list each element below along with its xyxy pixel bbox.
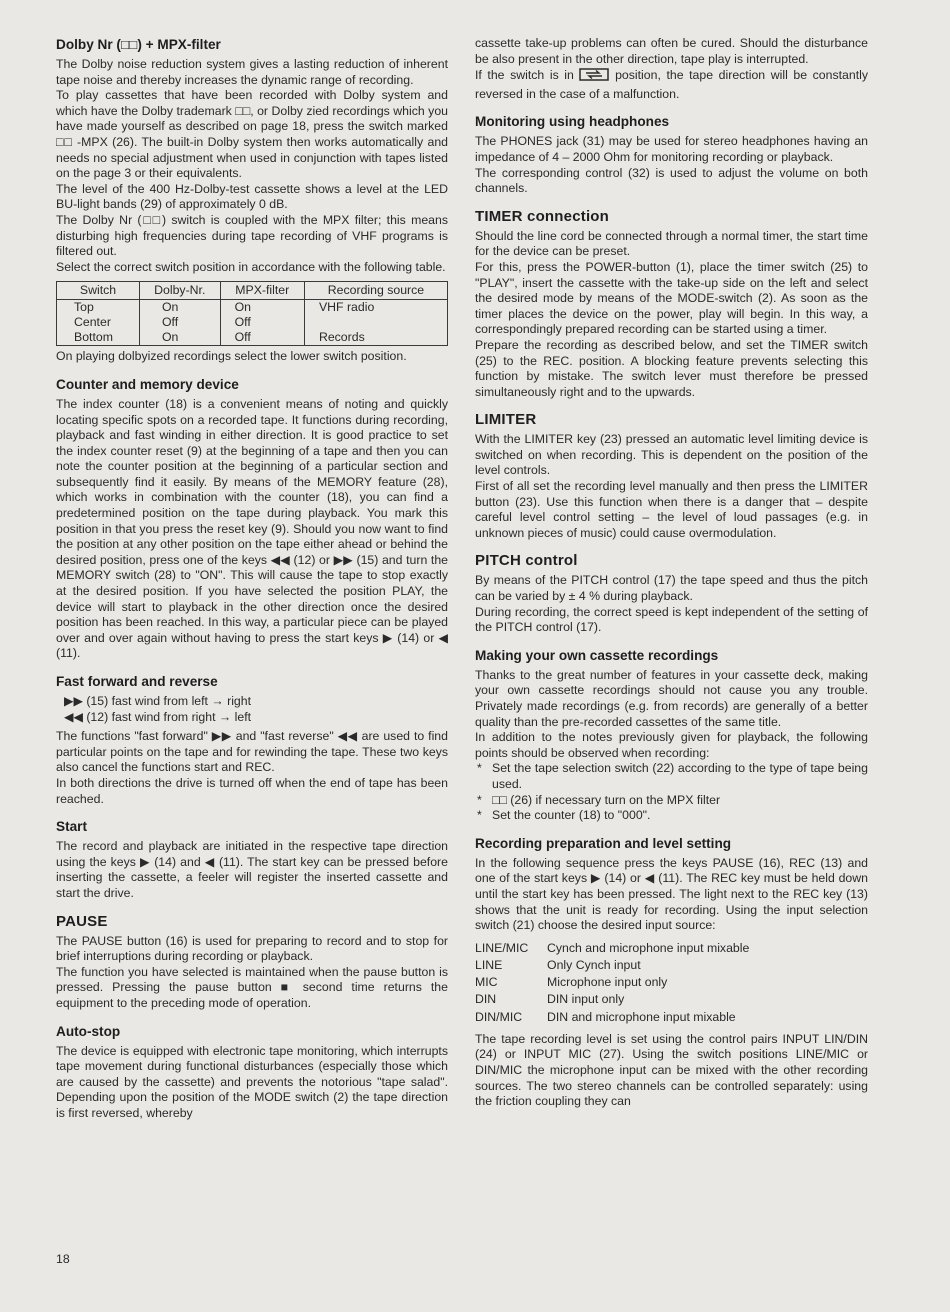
table-row: [475, 957, 749, 974]
source-desc: Only Cynch input: [547, 957, 641, 972]
paragraph: To play cassettes that have been recorded with Dolby system and which have the Dolby trademark □□, or Dolby zied recordings which you have made yourself as described on page 18, press the switch marked □□ -MPX (26). The built-in Dolby system then works automatically and needs no special adjustment when used in conjunction with tapes listed on the page 3 or their equivalents.: [56, 88, 448, 181]
paragraph: In the following sequence press the keys PAUSE (16), REC (13) and one of the start keys ▶ (14) or ◀ (11). The REC key must be held down until the start key has been pressed. The light next to the REC key (13) shows that the unit is ready for recording. Using the input selection switch (21) choose the desired input source:: [475, 855, 868, 933]
section-dolby: [56, 36, 448, 365]
text-fragment: position, the tape direction will be constantly reversed in the case of a malfunction.: [475, 68, 869, 101]
paragraph: In addition to the notes previously given for playback, the following points should be observed when recording:: [475, 730, 868, 760]
table-cell: Bottom: [57, 330, 140, 346]
paragraph: For this, press the POWER-button (1), place the timer switch (25) to "PLAY", insert the cassette with the take-up side on the left and select the desired mode by means of the MODE-switch (2). As soon as the timer places the device on the power, play will begin. In this way, a correspondingly prepared recording can be started using a timer.: [475, 259, 868, 337]
section-fast-forward: [56, 673, 448, 807]
section-title: Monitoring using headphones: [475, 114, 670, 130]
paragraph: cassette take-up problems can often be cured. Should the disturbance be also present in the other direction, tape play is interrupted.: [475, 36, 868, 66]
paragraph: Select the correct switch position in accordance with the following table.: [56, 259, 446, 274]
section-continuation: [475, 36, 868, 102]
section-start: [56, 818, 448, 901]
reverse-mode-icon: [579, 67, 609, 87]
section-title: Fast forward and reverse: [56, 674, 218, 689]
paragraph: The functions "fast forward" ▶▶ and "fast reverse" ◀◀ are used to find particular points on the tape and for rewinding the tape. These two keys also cancel the functions start and REC.: [56, 729, 448, 775]
section-timer: [475, 208, 868, 401]
table-row: [57, 330, 448, 346]
source-key: LINE: [475, 957, 503, 972]
table-cell: Off: [220, 330, 304, 346]
paragraph: The corresponding control (32) is used to adjust the volume on both channels.: [475, 165, 868, 196]
table-header: Dolby-Nr.: [139, 282, 220, 300]
recording-checklist: [475, 761, 868, 823]
source-key: LINE/MIC: [475, 940, 529, 955]
section-counter: [56, 376, 448, 662]
table-note: On playing dolbyized recordings select the lower switch position.: [56, 349, 407, 364]
list-item: * □□ (26) if necessary turn on the MPX filter: [475, 793, 868, 809]
table-row: [57, 315, 448, 330]
paragraph: The level of the 400 Hz-Dolby-test cassette shows a level at the LED BU-light bands (29) of approximately 0 dB.: [56, 181, 448, 212]
source-desc: Microphone input only: [547, 975, 668, 990]
paragraph: Thanks to the great number of features in your cassette deck, making your own cassette recordings should not cause you any trouble. Privately made recordings (e.g. from records) are generally of a better quality than the pre-recorded cassettes of the same title.: [475, 667, 868, 729]
table-cell: Top: [57, 300, 140, 316]
section-pause: [56, 913, 448, 1012]
list-item: ◀◀ (12) fast wind from right → left: [64, 709, 252, 724]
source-key: DIN/MIC: [475, 1009, 523, 1024]
table-cell: On: [139, 300, 220, 316]
text-fragment: If the switch is in: [475, 68, 574, 83]
list-item: ▶▶ (15) fast wind from left → right: [64, 694, 252, 708]
switch-table: [56, 281, 448, 346]
paragraph: The device is equipped with electronic tape monitoring, which interrupts tape movement during functional disturbances (especially those which are caused by the cassette) and prevents the notorious "tape salad". Depending upon the position of the MODE switch (2) the tape direction is first reversed, whereby: [56, 1043, 448, 1120]
section-title: Counter and memory device: [56, 376, 239, 392]
paragraph: In both directions the drive is turned off when the end of tape has been reached.: [56, 775, 448, 806]
table-header: Switch: [57, 282, 140, 300]
section-pitch: [475, 552, 868, 635]
section-monitoring: [475, 113, 868, 196]
list-item: * Set the counter (18) to "000".: [475, 808, 868, 824]
table-cell: Records: [304, 330, 447, 346]
table-row: [475, 940, 749, 957]
paragraph: By means of the PITCH control (17) the tape speed and thus the pitch can be varied by ± 4 % during playback.: [475, 573, 868, 604]
section-title: PAUSE: [56, 912, 108, 930]
paragraph: [475, 67, 868, 102]
source-key: MIC: [475, 975, 498, 990]
table-cell: Off: [220, 315, 304, 330]
section-autostop: [56, 1023, 448, 1122]
table-row: [475, 1009, 749, 1026]
right-column: [475, 36, 868, 1121]
paragraph: The Dolby noise reduction system gives a lasting reduction of inherent tape noise and thereby increases the dynamic range of recording.: [56, 57, 448, 87]
source-desc: Cynch and microphone input mixable: [547, 940, 750, 955]
paragraph: The index counter (18) is a convenient means of noting and quickly locating specific spots on a recorded tape. It functions during recording, playback and fast winding in either direction. It is good practice to set the index counter reset (9) at the beginning of a tape and then you can note the counter position at the beginning of a particular section and subsequently find it easily. By means of the MEMORY feature (28), which works in combination with the counter (18), you can find a predetermined position on the tape during playback. You mark this position in that you press the reset key (9). Should you now want to find the position at any other position on the tape either ahead or behind the desired position, press one of the keys ◀◀ (12) or ▶▶ (15) and turn the MEMORY switch (28) to "ON". This will cause the tape to stop exactly at the desired position. If you have selected the position PLAY, the device will start to playback in the other direction once the desired position has been reached. In this way, a particular piece can be played over and over again without having to press the start keys ▶ (14) or ◀ (11).: [56, 396, 448, 661]
paragraph: The PAUSE button (16) is used for preparing to record and to stop for brief interruptions during recording or playback.: [56, 933, 448, 964]
paragraph: The Dolby Nr (□□) switch is coupled with the MPX filter; this means disturbing high frequencies during tape recording of VHF programs is filtered out.: [56, 212, 448, 259]
table-cell: On: [220, 300, 304, 316]
section-title: Dolby Nr (□□) + MPX-filter: [56, 37, 221, 52]
section-title: LIMITER: [475, 411, 537, 429]
table-cell: [304, 315, 447, 330]
section-limiter: [475, 411, 868, 541]
paragraph: First of all set the recording level manually and then press the LIMITER button (23). Use this function when there is a danger that – despite careful level control setting – the level of loud passages (e.g. in unknown pieces of music) could cause overmodulation.: [475, 479, 868, 540]
source-desc: DIN input only: [547, 992, 625, 1007]
section-making-recordings: [475, 647, 868, 824]
paragraph: The function you have selected is maintained when the pause button is pressed. Pressing the pause button ■ second time returns the equipment to the preceding mode of operation.: [56, 964, 448, 1010]
left-column: [56, 36, 448, 1132]
table-row: [57, 300, 448, 316]
wind-list: [56, 694, 448, 725]
section-title: Start: [56, 819, 87, 835]
table-row: [475, 991, 749, 1008]
paragraph: Should the line cord be connected through a normal timer, the start time for the device can be preset.: [475, 228, 868, 259]
table-cell: Off: [139, 315, 220, 330]
source-desc: DIN and microphone input mixable: [547, 1009, 736, 1024]
table-row: [475, 974, 749, 991]
section-title: Recording preparation and level setting: [475, 835, 732, 851]
section-title: PITCH control: [475, 552, 578, 570]
table-header: MPX-filter: [220, 282, 304, 300]
source-key: DIN: [475, 992, 497, 1007]
paragraph: The PHONES jack (31) may be used for stereo headphones having an impedance of 4 – 2000 Ohm for monitoring recording or playback.: [475, 134, 868, 164]
section-title: Making your own cassette recordings: [475, 647, 719, 663]
table-cell: VHF radio: [304, 300, 447, 316]
table-header-row: [57, 282, 448, 300]
input-source-table: [475, 940, 749, 1026]
section-title: Auto-stop: [56, 1023, 121, 1039]
table-header: Recording source: [304, 282, 447, 300]
table-cell: On: [139, 330, 220, 346]
paragraph: The record and playback are initiated in the respective tape direction using the keys ▶ (14) and ◀ (11). The start key can be pressed before inserting the cassette, a feeler will register the inserted cassette and start the drive.: [56, 839, 448, 900]
paragraph: During recording, the correct speed is kept independent of the setting of the PITCH control (17).: [475, 604, 868, 635]
section-title: TIMER connection: [475, 207, 610, 225]
paragraph: The tape recording level is set using the control pairs INPUT LIN/DIN (24) or INPUT MIC (27). Using the switch positions LINE/MIC or DIN/MIC the microphone input can be mixed with the other recording sources. The two stereo channels can be controlled separately: using the friction coupling they can: [475, 1031, 868, 1109]
page-number: 18: [56, 1252, 70, 1266]
list-item: * Set the tape selection switch (22) according to the type of tape being used.: [475, 761, 868, 792]
paragraph: Prepare the recording as described below, and set the TIMER switch (25) to the REC. position. A blocking feature prevents selecting this function by mistake. The switch lever must therefore be pressed simultaneously right and to the upwards.: [475, 337, 868, 399]
section-recording-preparation: [475, 835, 868, 1110]
paragraph: With the LIMITER key (23) pressed an automatic level limiting device is switched on when recording. This is dependent on the position of the level controls.: [475, 432, 868, 478]
table-cell: Center: [57, 315, 140, 330]
